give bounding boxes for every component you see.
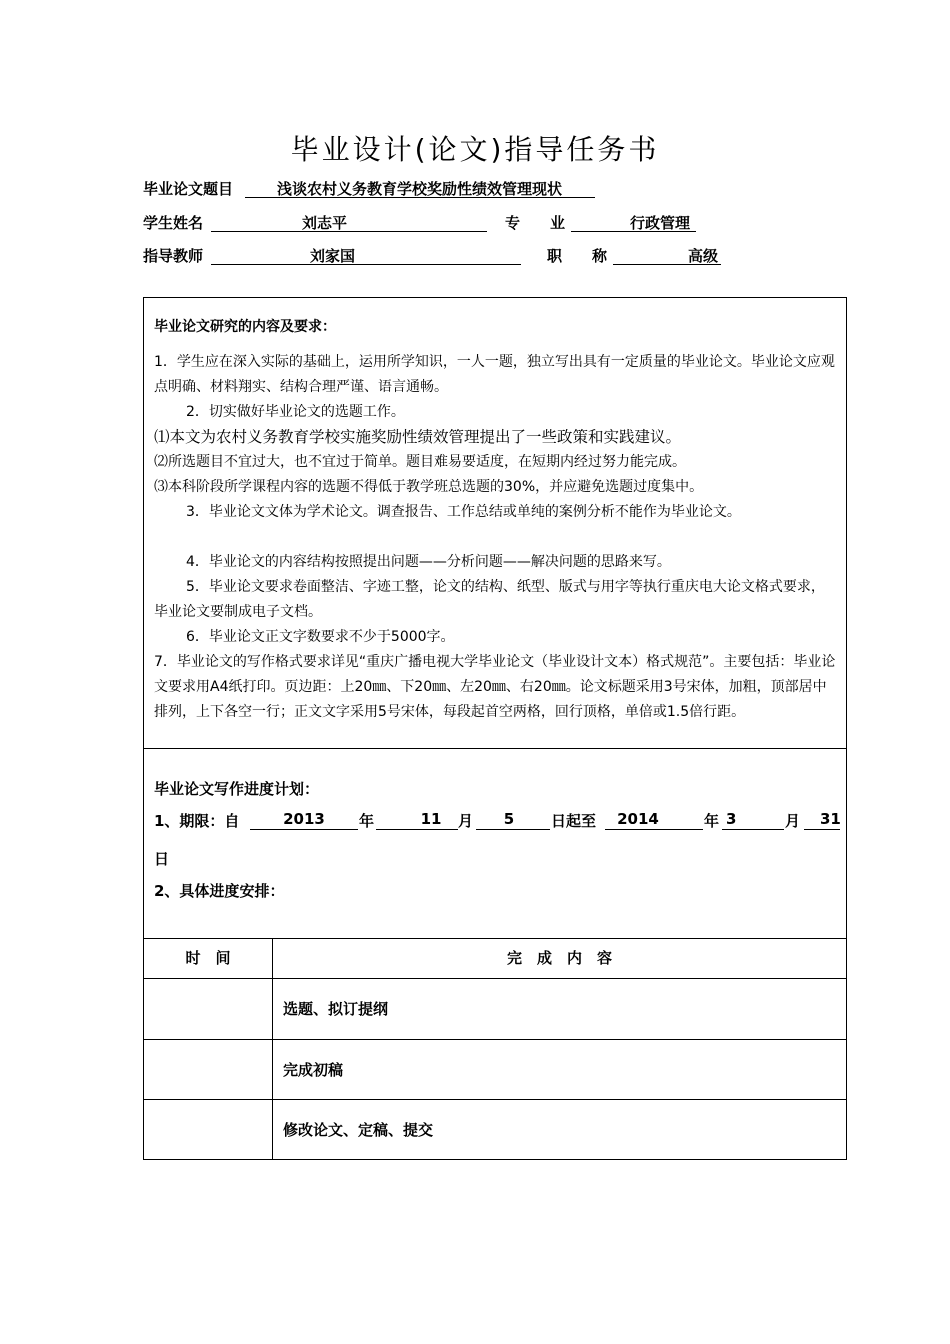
end-year: 2014 (617, 810, 659, 828)
requirement-item: 3．毕业论文文体为学术论文。调查报告、工作总结或单纯的案例分析不能作为毕业论文。 (186, 504, 741, 520)
start-day-underline (476, 829, 550, 830)
student-label: 学生姓名 (143, 214, 204, 232)
col-content-header: 完 成 内 容 (273, 938, 847, 978)
start-month: 11 (420, 810, 442, 828)
table-row (144, 1039, 846, 1099)
year-char: 年 (704, 812, 720, 830)
advisor-label: 指导教师 (143, 247, 204, 265)
month-char: 月 (458, 812, 474, 830)
document-title: 毕业设计(论文)指导任务书 (290, 133, 660, 166)
col-time-header: 时 间 (144, 938, 273, 978)
advisor-value: 刘家国 (310, 247, 356, 265)
start-day: 5 (503, 810, 515, 828)
plan-heading: 毕业论文写作进度计划： (154, 780, 320, 798)
requirements-section (144, 298, 846, 749)
row-content-cell: 完成初稿 (273, 1039, 847, 1099)
student-value: 刘志平 (302, 214, 348, 232)
start-month-underline (376, 829, 458, 830)
requirements-heading: 毕业论文研究的内容及要求： (154, 319, 336, 335)
row-content-cell: 修改论文、定稿、提交 (273, 1099, 847, 1160)
requirement-item: 5．毕业论文要求卷面整洁、字迹工整，论文的结构、纸型、版式与用字等执行重庆电大论文格式要求，毕业论文要制成电子文档。 (154, 579, 825, 620)
day-char: 日 (154, 850, 170, 868)
task-form (143, 297, 847, 1160)
schedule-header-row (144, 938, 846, 978)
student-underline (211, 231, 487, 232)
requirement-item: 4．毕业论文的内容结构按照提出问题——分析问题——解决问题的思路来写。 (186, 554, 671, 570)
day-to: 日起至 (551, 812, 597, 830)
row-time-cell (144, 1039, 273, 1099)
major-value: 行政管理 (630, 214, 691, 232)
requirement-item: 2．切实做好毕业论文的选题工作。 (186, 404, 405, 420)
row-time-cell (144, 978, 273, 1039)
start-year-underline (250, 829, 358, 830)
plan-section (144, 748, 846, 939)
month-char: 月 (785, 812, 801, 830)
title-label: 职 称 (547, 247, 608, 265)
requirement-item: 7．毕业论文的写作格式要求详见“重庆广播电视大学毕业论文（毕业设计文本）格式规范”。主要包括：毕业论文要求用A4纸打印。页边距：上20㎜、下20㎜、左20㎜、右20㎜。论文标题采用3号宋体，加粗，顶部居中排列，上下各空一行；正文文字采用5号宋体，每段起首空两格，回行顶格，单倍或1.5倍行距。 (154, 654, 836, 720)
start-year: 2013 (283, 810, 325, 828)
requirement-item: 1．学生应在深入实际的基础上，运用所学知识，一人一题，独立写出具有一定质量的毕业论文。毕业论文应观点明确、材料翔实、结构合理严谨、语言通畅。 (154, 354, 835, 395)
advisor-underline (211, 264, 521, 265)
schedule-label: 2、具体进度安排： (154, 882, 285, 900)
end-day: 31 (820, 810, 841, 828)
requirement-item: ⑵所选题目不宜过大，也不宜过于简单。题目难易要适度，在短期内经过努力能完成。 (154, 454, 686, 470)
schedule-table (144, 938, 846, 1160)
major-label: 专 业 (505, 214, 566, 232)
end-month: 3 (726, 810, 737, 828)
end-month-underline (722, 829, 784, 830)
table-row (144, 1099, 846, 1160)
requirement-item: ⑴本文为农村义务教育学校实施奖励性绩效管理提出了一些政策和实践建议。 (154, 428, 682, 446)
row-content-cell: 选题、拟订提纲 (273, 978, 847, 1039)
year-char: 年 (359, 812, 375, 830)
topic-label: 毕业论文题目 (143, 180, 234, 198)
period-label: 1、期限：自 (154, 812, 240, 830)
end-year-underline (605, 829, 703, 830)
requirement-item: 6．毕业论文正文字数要求不少于5000字。 (186, 629, 455, 645)
row-time-cell (144, 1099, 273, 1160)
title-value: 高级 (688, 247, 719, 265)
end-day-underline (804, 829, 840, 830)
requirement-item: ⑶本科阶段所学课程内容的选题不得低于教学班总选题的30%，并应避免选题过度集中。 (154, 479, 704, 495)
table-row (144, 978, 846, 1039)
topic-value: 浅谈农村义务教育学校奖励性绩效管理现状 (277, 180, 563, 198)
